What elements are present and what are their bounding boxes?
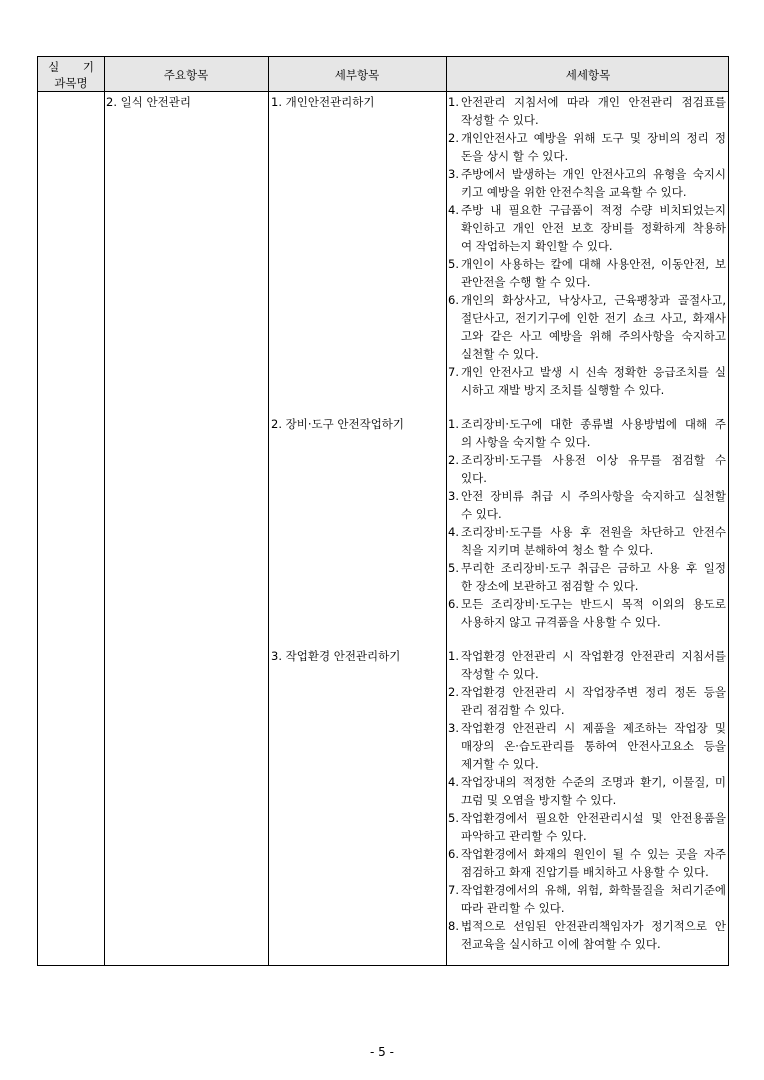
detail-item-line: 작업환경 안전관리 시 작업환경 안전관리 지침서를 — [461, 649, 726, 663]
detail-item-line: 안전관리 지침서에 따라 개인 안전관리 점검표를 — [461, 95, 726, 109]
detail-item — [448, 683, 726, 719]
detail-item — [448, 415, 726, 451]
detail-item-line: 파악하고 관리할 수 있다. — [461, 829, 587, 843]
detail-item-text — [461, 809, 726, 845]
detail-item-line: 작업환경에서의 유해, 위험, 화학물질을 처리기준에 — [461, 883, 726, 897]
column-divider — [446, 57, 447, 965]
detail-item-line: 안전 장비류 취급 시 주의사항을 숙지하고 실천할 — [461, 489, 726, 503]
detail-item-line: 작업환경 안전관리 시 제품을 제조하는 작업장 및 — [461, 721, 726, 735]
detail-item-line: 절단사고, 전기기구에 인한 전기 쇼크 사고, 화재사 — [461, 311, 726, 325]
detail-item-line: 작업장내의 적정한 수준의 조명과 환기, 이물질, 미 — [461, 775, 726, 789]
detail-item-line: 의 사항을 숙지할 수 있다. — [461, 435, 591, 449]
header-subject — [38, 57, 104, 92]
detail-item-text — [461, 917, 726, 953]
detail-item-number: 8. — [448, 919, 459, 933]
detail-item-number: 2. — [448, 453, 459, 467]
detail-item-text — [461, 523, 726, 559]
detail-item-line: 여 작업하는지 확인할 수 있다. — [461, 239, 613, 253]
detail-item-text — [461, 595, 726, 631]
detail-item-number: 3. — [448, 721, 459, 735]
column-divider — [104, 57, 105, 965]
detail-item-line: 칙을 지키며 분해하여 청소 할 수 있다. — [461, 543, 654, 557]
header-detail-item: 세세항목 — [565, 67, 611, 82]
detail-item-number: 4. — [448, 775, 459, 789]
detail-item-line: 개인안전사고 예방을 위해 도구 및 장비의 정리 정 — [461, 131, 726, 145]
detail-item — [448, 201, 726, 255]
detail-item — [448, 845, 726, 881]
detail-item-line: 한 장소에 보관하고 점검할 수 있다. — [461, 579, 639, 593]
detail-item-line: 제거할 수 있다. — [461, 757, 539, 771]
detail-item-line: 점검하고 화재 진압기를 배치하고 사용할 수 있다. — [461, 865, 709, 879]
detail-item-line: 작성할 수 있다. — [461, 113, 539, 127]
page-number: - 5 - — [370, 1045, 394, 1059]
detail-group — [448, 647, 726, 953]
detail-item-number: 4. — [448, 203, 459, 217]
detail-item — [448, 487, 726, 523]
detail-item-line: 개인의 화상사고, 낙상사고, 근육팽창과 골절사고, — [461, 293, 726, 307]
detail-item-line: 확인하고 개인 안전 보호 장비를 정확하게 착용하 — [461, 221, 726, 235]
detail-item-text — [461, 415, 726, 451]
detail-item — [448, 719, 726, 773]
detail-item-line: 키고 예방을 위한 안전수칙을 교육할 수 있다. — [461, 185, 687, 199]
header-subject-line1: 실 기 — [48, 59, 104, 74]
detail-item-line: 시하고 재발 방지 조치를 실행할 수 있다. — [461, 383, 665, 397]
detail-item-number: 1. — [448, 649, 459, 663]
detail-item-line: 전교육을 실시하고 이에 참여할 수 있다. — [461, 937, 661, 951]
detail-item-line: 주방에서 발생하는 개인 안전사고의 유형을 숙지시 — [461, 167, 726, 181]
detail-item-text — [461, 201, 726, 255]
detail-item-number: 5. — [448, 811, 459, 825]
detail-item-line: 매장의 온·습도관리를 통하여 안전사고요소 등을 — [461, 739, 726, 753]
detail-item — [448, 523, 726, 559]
detail-item-line: 있다. — [461, 471, 487, 485]
main-item-cell: 2. 일식 안전관리 — [106, 95, 191, 109]
detail-item-text — [461, 845, 726, 881]
detail-item-number: 5. — [448, 257, 459, 271]
detail-item-text — [461, 291, 726, 363]
detail-item-number: 1. — [448, 95, 459, 109]
detail-item-text — [461, 683, 726, 719]
detail-item — [448, 647, 726, 683]
header-subject-line2: 과목명 — [54, 75, 88, 90]
detail-item-line: 조리장비·도구에 대한 종류별 사용방법에 대해 주 — [461, 417, 726, 431]
detail-item-line: 모든 조리장비·도구는 반드시 목적 이외의 용도로 — [461, 597, 726, 611]
detail-item-text — [461, 165, 726, 201]
detail-item-text — [461, 719, 726, 773]
detail-item-text — [461, 93, 726, 129]
detail-item — [448, 451, 726, 487]
detail-item-number: 6. — [448, 847, 459, 861]
detail-group — [448, 415, 726, 631]
detail-item-text — [461, 559, 726, 595]
detail-item-number: 7. — [448, 883, 459, 897]
header-main-item: 주요항목 — [163, 67, 209, 82]
detail-item-line: 조리장비·도구를 사용전 이상 유무를 점검할 수 — [461, 453, 726, 467]
header-sub-item: 세부항목 — [334, 67, 380, 82]
detail-item-line: 주방 내 필요한 구급품이 적정 수량 비치되었는지 — [461, 203, 726, 217]
detail-item-line: 작업환경에서 필요한 안전관리시설 및 안전용품을 — [461, 811, 726, 825]
detail-item — [448, 363, 726, 399]
column-divider — [268, 57, 269, 965]
detail-item-line: 사용하지 않고 규격품을 사용할 수 있다. — [461, 615, 661, 629]
detail-item-line: 조리장비·도구를 사용 후 전원을 차단하고 안전수 — [461, 525, 726, 539]
detail-item-line: 무리한 조리장비·도구 취급은 금하고 사용 후 일정 — [461, 561, 726, 575]
detail-item — [448, 773, 726, 809]
detail-item-line: 따라 관리할 수 있다. — [461, 901, 565, 915]
detail-item-line: 실천할 수 있다. — [461, 347, 539, 361]
detail-item-number: 2. — [448, 685, 459, 699]
detail-item-number: 4. — [448, 525, 459, 539]
detail-item-text — [461, 773, 726, 809]
detail-item-line: 고와 같은 사고 예방을 위해 주의사항을 숙지하고 — [461, 329, 726, 343]
detail-item — [448, 917, 726, 953]
table-header — [38, 57, 728, 92]
detail-item-line: 개인 안전사고 발생 시 신속 정확한 응급조치를 실 — [461, 365, 726, 379]
detail-item-line: 작업환경에서 화재의 원인이 될 수 있는 곳을 자주 — [461, 847, 726, 861]
detail-item-text — [461, 255, 726, 291]
sub-item-cell: 2. 장비·도구 안전작업하기 — [271, 417, 405, 431]
detail-item — [448, 559, 726, 595]
detail-item-number: 3. — [448, 489, 459, 503]
detail-item-number: 3. — [448, 167, 459, 181]
detail-item — [448, 809, 726, 845]
detail-item-number: 6. — [448, 293, 459, 307]
detail-item — [448, 291, 726, 363]
detail-item-line: 돈을 상시 할 수 있다. — [461, 149, 569, 163]
detail-item — [448, 595, 726, 631]
detail-item-number: 1. — [448, 417, 459, 431]
standards-table — [37, 56, 729, 966]
detail-group — [448, 93, 726, 399]
detail-item — [448, 93, 726, 129]
detail-item — [448, 881, 726, 917]
detail-item-line: 수 있다. — [461, 507, 502, 521]
detail-item-number: 6. — [448, 597, 459, 611]
detail-item-number: 5. — [448, 561, 459, 575]
detail-item-text — [461, 129, 726, 165]
detail-item-text — [461, 881, 726, 917]
detail-item-line: 개인이 사용하는 칼에 대해 사용안전, 이동안전, 보 — [461, 257, 726, 271]
detail-item-text — [461, 363, 726, 399]
detail-item-line: 작성할 수 있다. — [461, 667, 539, 681]
detail-item-number: 2. — [448, 131, 459, 145]
detail-item-line: 작업환경 안전관리 시 작업장주변 정리 정돈 등을 — [461, 685, 726, 699]
detail-item-line: 관리 점검할 수 있다. — [461, 703, 565, 717]
detail-item — [448, 129, 726, 165]
sub-item-cell: 3. 작업환경 안전관리하기 — [271, 649, 401, 663]
detail-item-text — [461, 451, 726, 487]
detail-item-text — [461, 487, 726, 523]
detail-item-line: 관안전을 수행 할 수 있다. — [461, 275, 591, 289]
detail-item — [448, 165, 726, 201]
detail-item-number: 7. — [448, 365, 459, 379]
sub-item-cell: 1. 개인안전관리하기 — [271, 95, 375, 109]
detail-item-line: 끄럼 및 오염을 방지할 수 있다. — [461, 793, 617, 807]
detail-item — [448, 255, 726, 291]
detail-item-text — [461, 647, 726, 683]
detail-item-line: 법적으로 선임된 안전관리책임자가 정기적으로 안 — [461, 919, 726, 933]
